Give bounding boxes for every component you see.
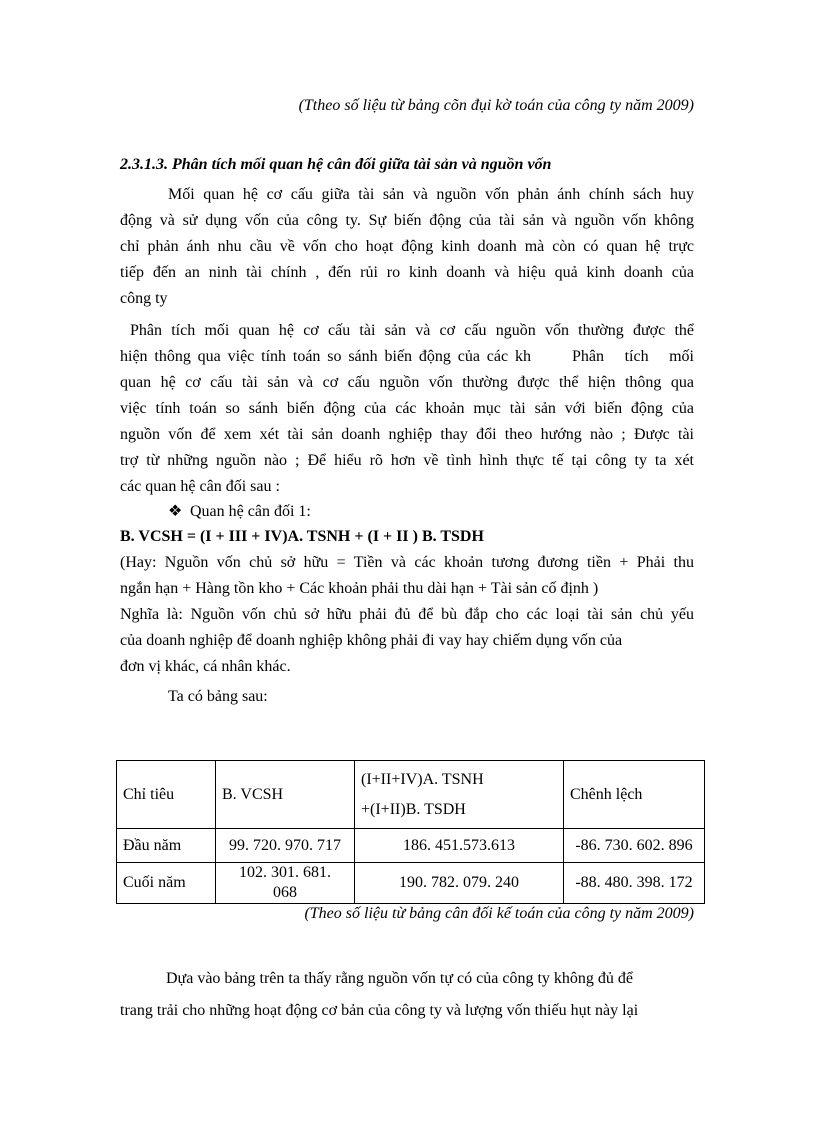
paragraph-2-line: Phân tích mối quan hệ cơ cấu tài sản và cơ cấu nguồn vốn thường được thể — [130, 322, 694, 339]
balance-table — [116, 760, 705, 904]
paragraph-1 — [120, 182, 694, 312]
bullet-text: Quan hệ cân đối 1: — [190, 503, 311, 520]
paragraph-3-line: đơn vị khác, cá nhân khác. — [120, 658, 291, 675]
table-intro: Ta có bảng sau: — [168, 688, 268, 705]
header-chi-tieu: Chỉ tiêu — [117, 761, 216, 829]
paragraph-3-line: của doanh nghiệp để doanh nghiệp không phải đi vay hay chiếm dụng vốn của — [120, 632, 623, 649]
paragraph-3-line: ngắn hạn + Hàng tồn kho + Các khoản phải thu dài hạn + Tài sản cố định ) — [120, 580, 599, 597]
bullet-item — [168, 500, 311, 524]
row-label: Cuối năm — [117, 863, 216, 904]
row-vcsh — [216, 863, 355, 904]
section-heading: 2.3.1.3. Phân tích mối quan hệ cân đối giữa tài sản và nguồn vốn — [120, 156, 552, 173]
paragraph-2-line: các quan hệ cân đối sau : — [120, 478, 280, 495]
row-vcsh: 99. 720. 970. 717 — [216, 829, 355, 863]
row-label: Đầu năm — [117, 829, 216, 863]
paragraph-1-line: tiếp đến an ninh tài chính , đến rủi ro kinh doanh và hiệu quả kinh doanh của — [120, 264, 694, 281]
paragraph-1-line: chỉ phản ánh nhu cầu về vốn cho hoạt động kinh doanh mà còn có quan hệ trực — [120, 238, 694, 255]
paragraph-1-line: công ty — [120, 290, 168, 307]
source-note-bottom: (Theo số liệu từ bảng cân đối kế toán của công ty năm 2009) — [304, 905, 694, 922]
paragraph-4 — [120, 963, 716, 1027]
paragraph-3 — [120, 550, 694, 680]
formula: B. VCSH = (I + III + IV)A. TSNH + (I + II ) B. TSDH — [120, 528, 484, 545]
table-row — [117, 829, 705, 863]
row-diff: -88. 480. 398. 172 — [564, 863, 705, 904]
paragraph-1-line: Mối quan hệ cơ cấu giữa tài sản và nguồn vốn phản ánh chính sách huy — [168, 186, 694, 203]
paragraph-2 — [120, 318, 694, 500]
row-assets: 190. 782. 079. 240 — [355, 863, 564, 904]
row-vcsh-line-1: 102. 301. 681. — [239, 864, 331, 881]
paragraph-1-line: động và sử dụng vốn của công ty. Sự biến động của tài sản và nguồn vốn không — [120, 212, 694, 229]
table-row — [117, 863, 705, 904]
header-assets-line-2: +(I+II)B. TSDH — [361, 800, 466, 818]
header-chenh-lech: Chênh lệch — [564, 761, 705, 829]
diamond-bullet-icon: ❖ — [168, 503, 183, 520]
paragraph-4-line: Dựa vào bảng trên ta thấy rằng nguồn vốn tự có của công ty không đủ để — [166, 970, 633, 987]
header-vcsh: B. VCSH — [216, 761, 355, 829]
paragraph-2-line: hiện thông qua việc tính toán so sánh biến động của các kh Phân tích mối — [120, 348, 694, 365]
header-assets-line-1: (I+II+IV)A. TSNH — [361, 770, 484, 788]
paragraph-2-line: nguồn vốn để xem xét tài sản doanh nghiệp thay đổi theo hướng nào ; Được tài — [120, 426, 694, 443]
row-diff: -86. 730. 602. 896 — [564, 829, 705, 863]
table-header-row — [117, 761, 705, 829]
paragraph-2-line: quan hệ cơ cấu tài sản và cơ cấu nguồn vốn thường được thể hiện thông qua — [120, 374, 694, 391]
paragraph-2-line: việc tính toán so sánh biến động của các khoản mục tài sản với biến động của — [120, 400, 694, 417]
paragraph-4-line: trang trải cho những hoạt động cơ bản của công ty và lượng vốn thiếu hụt này lại — [120, 1002, 639, 1019]
row-vcsh-line-2: 068 — [273, 884, 297, 901]
paragraph-3-line: (Hay: Nguồn vốn chủ sở hữu = Tiền và các khoản tương đương tiền + Phải thu — [120, 554, 694, 571]
source-note-top: (Ttheo số liệu từ bảng cõn đụi kờ toán của công ty năm 2009) — [298, 97, 694, 114]
paragraph-3-line: Nghĩa là: Nguồn vốn chủ sở hữu phải đủ để bù đắp cho các loại tài sản chủ yếu — [120, 606, 694, 623]
paragraph-2-line: trợ từ những nguồn nào ; Để hiểu rõ hơn về tình hình thực tế tại công ty ta xét — [120, 452, 694, 469]
header-assets — [355, 761, 564, 829]
row-assets: 186. 451.573.613 — [355, 829, 564, 863]
